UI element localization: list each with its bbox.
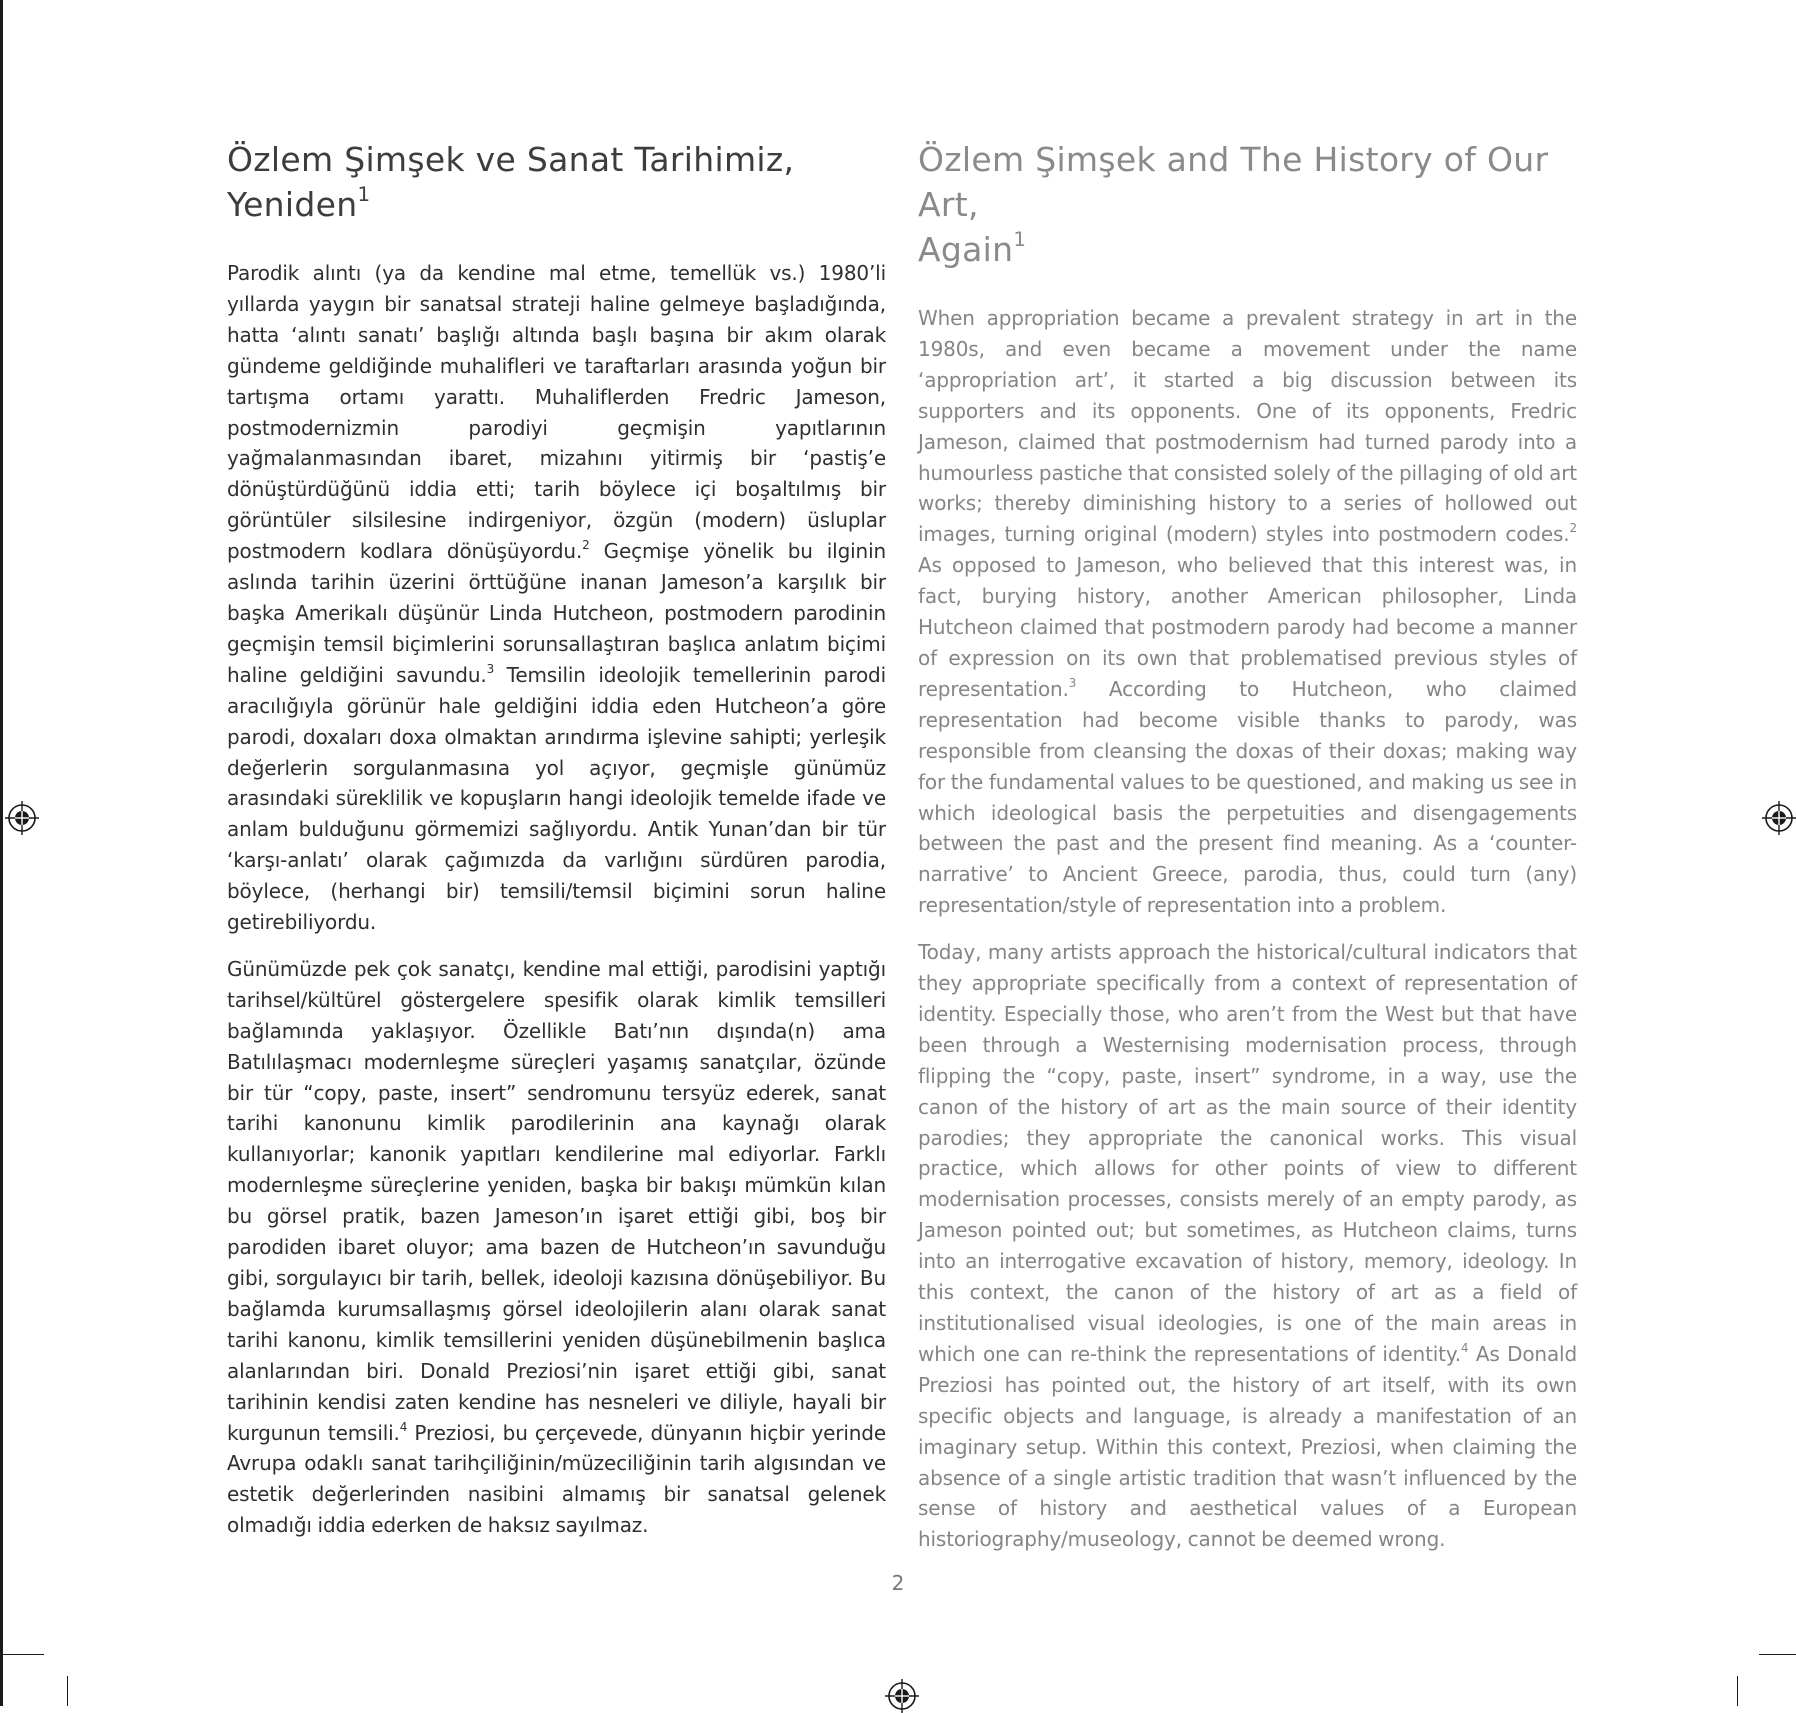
text-run: Temsilin ideolojik temellerinin parodi aracılığıyla görünür hale geldiğini iddia eden Hutcheon’a göre parodi, doxaları doxa olmaktan arındırma işlevine sahipti; yerleşik değerlerin sorgulanmasına yol açıyor, geçmişle günümüz arasındaki süreklilik ve kopuşların hangi ideolojik temelde ifade ve anlam bulduğunu görmemizi sağlıyordu. Antik Yunan’dan bir tür ‘karşı-anlatı’ olarak çağımızda da varlığını sürdüren parodia, böylece, (herhangi bir) temsili/temsil biçimini sorun haline getirebiliyordu. [227, 662, 886, 935]
text-run: Preziosi, bu çerçevede, dünyanın hiçbir yerinde Avrupa odaklı sanat tarihçiliğinin/müzeciliğinin tarih algısından ve estetik değerlerinden nasibini almamış bir sanatsal gelenek olmadığı iddia ederken de haksız sayılmaz. [227, 1420, 887, 1538]
turkish-paragraph-1 [227, 258, 886, 938]
crop-mark-bottom-left-v [67, 1676, 68, 1706]
english-paragraph-2 [918, 937, 1577, 1555]
registration-mark-icon [885, 1679, 919, 1713]
text-run: Günümüzde pek çok sanatçı, kendine mal ettiği, parodisini yaptığı tarihsel/kültürel göstergelere spesifik olarak kimlik temsilleri bağlamında yaklaşıyor. Özellikle Batı’nın dışında(n) ama Batılılaşmacı modernleşme süreçleri yaşamış sanatçılar, özünde bir tür “copy, paste, insert” sendromunu tersyüz ederek, sanat tarihi kanonunu kimlik parodilerinin ana kaynağı olarak kullanıyorlar; kanonik yapıtları kendilerine mal ediyorlar. Farklı modernleşme süreçlerine yeniden, başka bir bakışı mümkün kılan bu görsel pratik, bazen Jameson’ın işaret ettiği gibi, boş bir parodiden ibaret oluyor; ama bazen de Hutcheon’ın savunduğu gibi, sorgulayıcı bir tarih, bellek, ideoloji kazısına dönüşebiliyor. Bu bağlamda kurumsallaşmış görsel ideolojilerin alanı olarak sanat tarihi kanonu, kimlik temsillerini yeniden düşünebilmenin başlıca alanlarından biri. Donald Preziosi’nin işaret ettiği gibi, sanat tarihinin kendisi zaten kendine has nesneleri ve diliyle, hayali bir kurgunun temsili. [227, 956, 886, 1445]
text-run: When appropriation became a prevalent strategy in art in the 1980s, and even became a movement under the name ‘appropriation art’, it started a big discussion between its supporters and its opponents. One of its opponents, Fredric Jameson, claimed that postmodernism had turned parody into a humourless pastiche that consisted solely of the pillaging of old art works; thereby diminishing history to a series of hollowed out images, turning original (modern) styles into postmodern codes. [918, 306, 1577, 547]
footnote-marker: 1 [1013, 228, 1027, 252]
text-run: According to Hutcheon, who claimed representation had become visible thanks to parody, was responsible from cleansing the doxas of their doxas; making way for the fundamental values to be questioned, and making us see in which ideological basis the perpetuities and disengagements between the past and the present find meaning. As a ‘counter-narrative’ to Ancient Greece, parodia, thus, could turn (any) representation/style of representation into a problem. [918, 676, 1577, 918]
english-title-line1: Özlem Şimşek and The History of Our Art, [918, 140, 1549, 224]
turkish-paragraph-2 [227, 954, 886, 1541]
crop-mark-bottom-right-h [1759, 1654, 1796, 1655]
english-paragraph-1 [918, 303, 1577, 921]
turkish-title [227, 137, 886, 227]
text-run: As opposed to Jameson, who believed that this interest was, in fact, burying history, another American philosopher, Linda Hutcheon claimed that postmodern parody had become a manner of expression on its own that problematised previous styles of representation. [918, 553, 1577, 701]
footnote-marker: 2 [1569, 521, 1577, 536]
footnote-marker: 3 [486, 661, 495, 676]
text-run: Today, many artists approach the historical/cultural indicators that they appropriate specifically from a context of representation of identity. Especially those, who aren’t from the West but that have been through a Westernising modernisation process, through flipping the “copy, paste, insert” syndrome, in a way, use the canon of the history of art as the main source of their identity parodies; they appropriate the canonical works. This visual practice, which allows for other points of view to different modernisation processes, consists merely of an empty parody, as Jameson pointed out; but sometimes, as Hutcheon claims, turns into an interrogative excavation of history, memory, ideology. In this context, the canon of the history of art as a field of institutionalised visual ideologies, is one of the main areas in which one can re-think the representations of identity. [918, 940, 1577, 1366]
footnote-marker: 2 [582, 538, 590, 553]
text-run: Geçmişe yönelik bu ilginin aslında tarihin üzerini örttüğüne inanan Jameson’a karşılık bir başka Amerikalı düşünür Linda Hutcheon, postmodern parodinin geçmişin temsil biçimlerini sorunsallaştıran başlıca anlatım biçimi haline geldiğini savundu. [227, 539, 886, 687]
turkish-column [227, 137, 886, 1557]
registration-mark-icon [1762, 801, 1796, 835]
english-column [918, 137, 1577, 1571]
crop-mark-bottom-right-v [1737, 1676, 1738, 1706]
footnote-marker: 1 [357, 183, 371, 207]
registration-mark-icon [5, 801, 39, 835]
turkish-title-line1: Özlem Şimşek ve Sanat Tarihimiz, [227, 140, 795, 179]
text-run: Parodik alıntı (ya da kendine mal etme, temellük vs.) 1980’li yıllarda yaygın bir sanatsal strateji haline gelmeye başladığında, hatta ‘alıntı sanatı’ başlığı altında başlı başına bir akım olarak gündeme geldiğinde muhalifleri ve taraftarları arasında yoğun bir tartışma ortamı yarattı. Muhaliflerden Fredric Jameson, postmodernizmin parodiyi geçmişin yapıtlarının yağmalanmasından ibaret, mizahını yitirmiş bir ‘pastiş’e dönüştürdüğünü iddia etti; tarih böylece içi boşaltılmış bir görüntüler silsilesine indirgeniyor, özgün (modern) üsluplar postmodern kodlara dönüşüyordu. [227, 261, 886, 564]
english-title-line2: Again [918, 230, 1014, 269]
text-run: As Donald Preziosi has pointed out, the history of art itself, with its own specific objects and language, is already a manifestation of an imaginary setup. Within this context, Preziosi, when claiming the absence of a single artistic tradition that wasn’t influenced by the sense of history and aesthetical values of a European historiography/museology, cannot be deemed wrong. [918, 1341, 1577, 1552]
crop-mark-bottom-left-h [0, 1654, 44, 1655]
turkish-title-line2: Yeniden [227, 185, 358, 224]
english-title [918, 137, 1577, 272]
footnote-marker: 3 [1068, 675, 1077, 690]
footnote-marker: 4 [1460, 1340, 1469, 1355]
footnote-marker: 4 [399, 1419, 408, 1434]
page-edge-rule [0, 0, 3, 1706]
page-number: 2 [891, 1571, 905, 1595]
